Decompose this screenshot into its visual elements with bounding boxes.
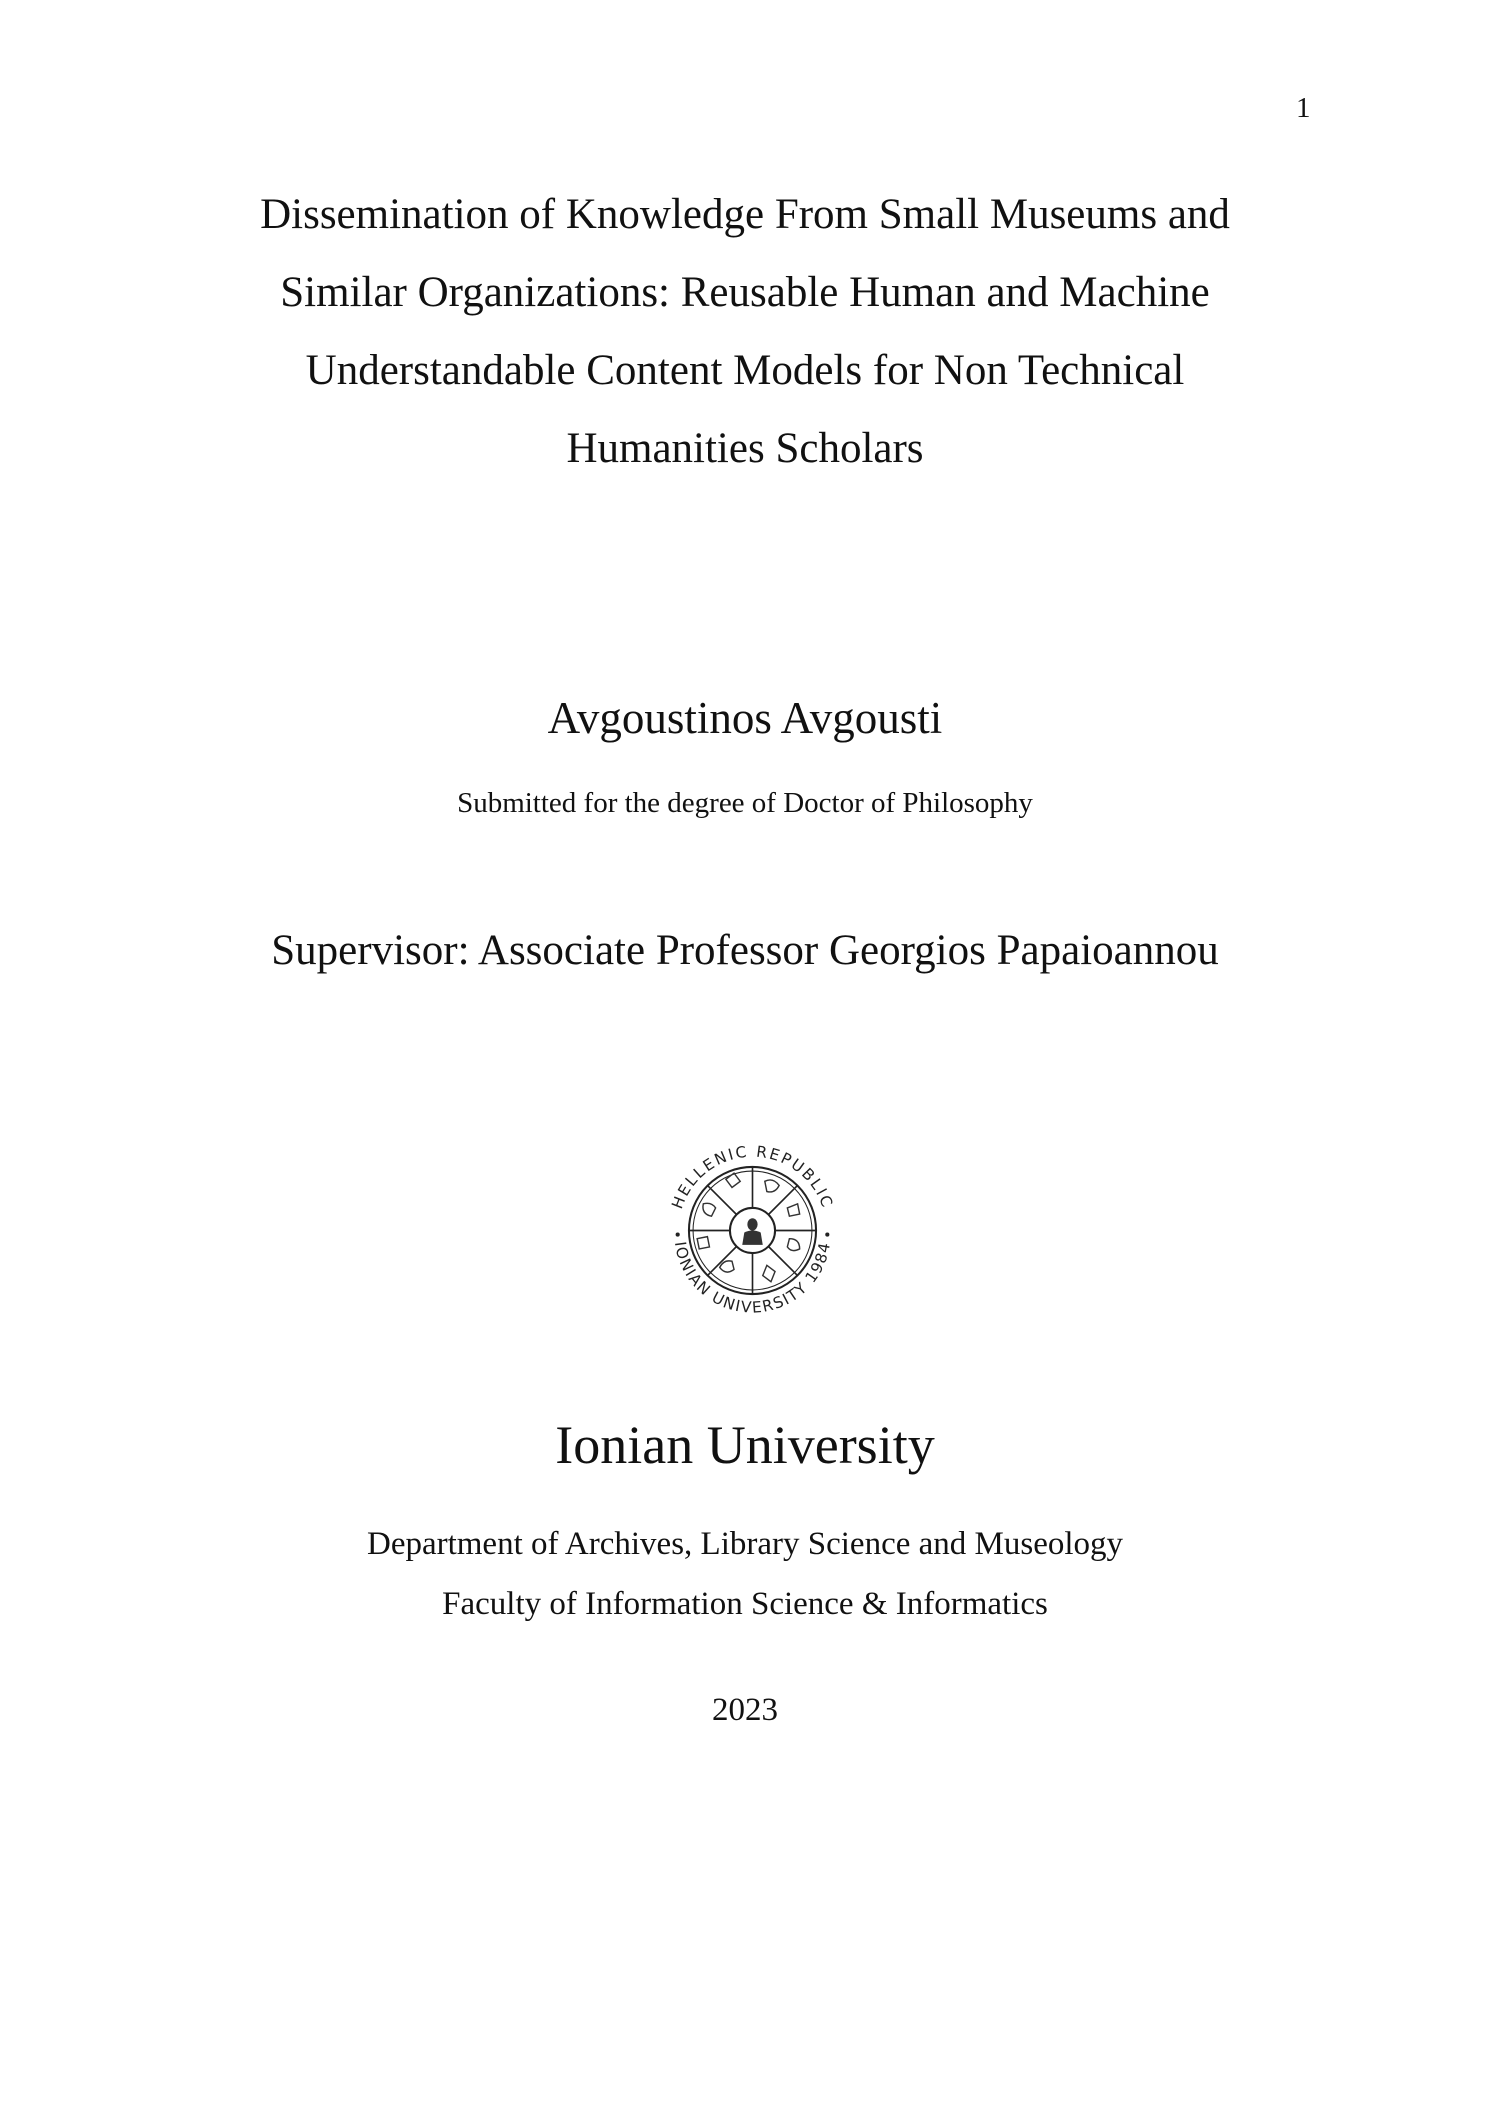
svg-text:IONIAN UNIVERSITY 1984: IONIAN UNIVERSITY 1984	[670, 1240, 835, 1317]
title-line: Similar Organizations: Reusable Human and Machine	[280, 269, 1210, 316]
thesis-title	[145, 176, 1345, 488]
department-name: Department of Archives, Library Science and Museology	[366, 1526, 1124, 1562]
title-line: Humanities Scholars	[566, 425, 924, 472]
supervisor: Supervisor: Associate Professor Georgios Papaioannou	[271, 927, 1219, 974]
author-name: Avgoustinos Avgousti	[547, 693, 943, 743]
svg-text:HELLENIC REPUBLIC: HELLENIC REPUBLIC	[668, 1142, 837, 1212]
degree-statement: Submitted for the degree of Doctor of Philosophy	[457, 787, 1033, 819]
title-line: Dissemination of Knowledge From Small Museums and	[260, 191, 1230, 238]
university-name: Ionian University	[555, 1415, 935, 1475]
university-seal-logo	[650, 1128, 855, 1333]
faculty-name: Faculty of Information Science & Informatics	[442, 1586, 1048, 1622]
page-number: 1	[1296, 92, 1311, 124]
affiliation	[145, 1514, 1345, 1634]
submission-year: 2023	[712, 1692, 778, 1728]
title-line: Understandable Content Models for Non Technical	[305, 347, 1185, 394]
